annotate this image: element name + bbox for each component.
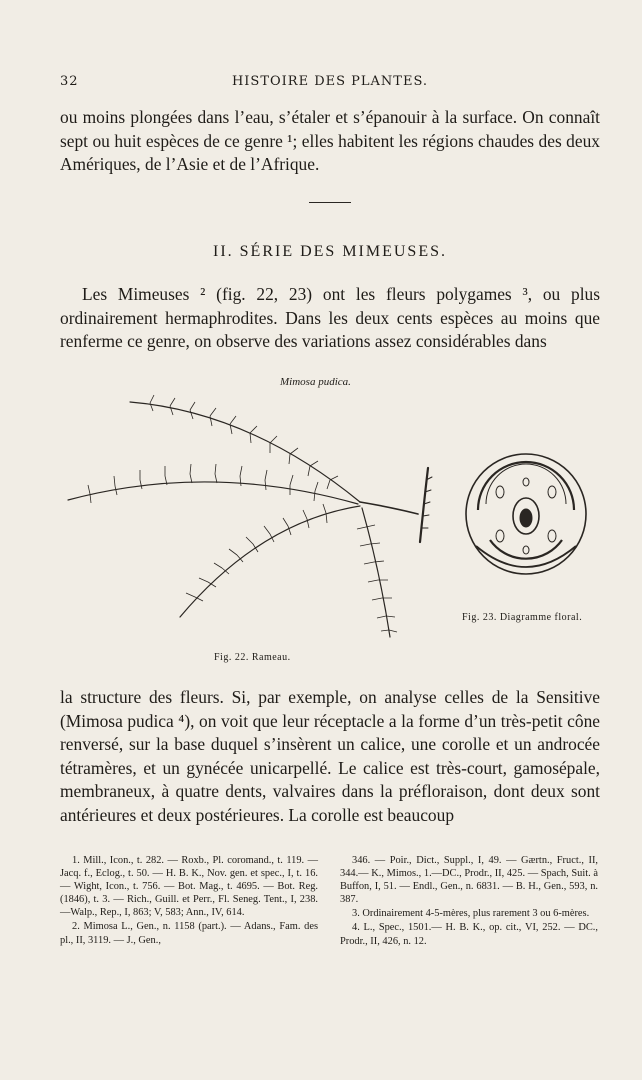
fig22-caption: Fig. 22. Rameau.	[214, 652, 291, 663]
footnote: 1. Mill., Icon., t. 282. — Roxb., Pl. coromand., t. 119. — Jacq. f., Eclog., t. 50. — H. B. K., Nov. gen. et spec., I, t. 16. — Wight, Icon., t. 756. — Bot. Mag., t. 4695. — Bot. Reg. (1846), t. 3. — Rich., Guill. et Perr., Fl. Seneg. Tent., I, 238.—Walp., Rep., I, 863; V, 583; Ann., IV, 614.	[60, 855, 318, 919]
paragraph-2: Les Mimeuses ² (fig. 22, 23) ont les fleurs polygames ³, ou plus ordinairement hermaphrodites. Dans les deux cents espèces au moins que renferme ce genre, on observe des variations assez considérables dans	[60, 284, 600, 352]
section-divider	[309, 202, 351, 203]
footnote: 4. L., Spec., 1501.— H. B. K., op. cit., VI, 252. — DC., Prodr., II, 426, n. 12.	[340, 922, 598, 947]
running-header	[60, 74, 600, 94]
fig22-leaflets	[88, 395, 397, 632]
footnotes	[60, 854, 600, 984]
footnotes-left-column	[60, 854, 318, 948]
fig22-branch-drawing	[68, 402, 432, 637]
footnote: 2. Mimosa L., Gen., n. 1158 (part.). — Adans., Fam. des pl., II, 3119. — J., Gen.,	[60, 921, 318, 946]
paragraph-3: la structure des fleurs. Si, par exemple, on analyse celles de la Sensitive (Mimosa pudica ⁴), on voit que leur réceptacle a la forme d’un très-petit cône renversé, sur la base duquel s’insèrent un calice, une corolle et un androcée tétramères, et un gynécée unicarpellé. Le calice est très-court, gamosépale, membraneux, à quatre dents, valvaires dans la préfloraison, dont deux sont antérieures et deux postérieures. La corolle est beaucoup	[60, 687, 600, 825]
paragraph-1: ou moins plongées dans l’eau, s’étaler et s’épanouir à la surface. On connaît sept ou huit espèces de ce genre ¹; elles habitent les régions chaudes des deux Amériques, de l’Asie et de l’Afrique.	[60, 107, 600, 175]
footnotes-right-column	[340, 854, 598, 949]
fig23-floral-diagram	[466, 454, 586, 574]
footnote: 346. — Poir., Dict., Suppl., I, 49. — Gærtn., Fruct., II, 344.— K., Mimos., 1.—DC., Prodr., II, 425. — Spach, Suit. à Buffon, I, 51. — Endl., Gen., n. 6831. — B. H., Gen., 593, n. 387.	[340, 855, 598, 906]
running-title: HISTOIRE DES PLANTES.	[231, 74, 429, 89]
figure-title: Mimosa pudica.	[280, 376, 351, 388]
section-title: II. SÉRIE DES MIMEUSES.	[212, 243, 447, 260]
page-number: 32	[60, 74, 79, 89]
fig23-caption: Fig. 23. Diagramme floral.	[462, 612, 583, 623]
mimosa-illustration	[60, 392, 600, 672]
footnote: 3. Ordinairement 4-5-mères, plus rarement 3 ou 6-mères.	[352, 908, 590, 920]
